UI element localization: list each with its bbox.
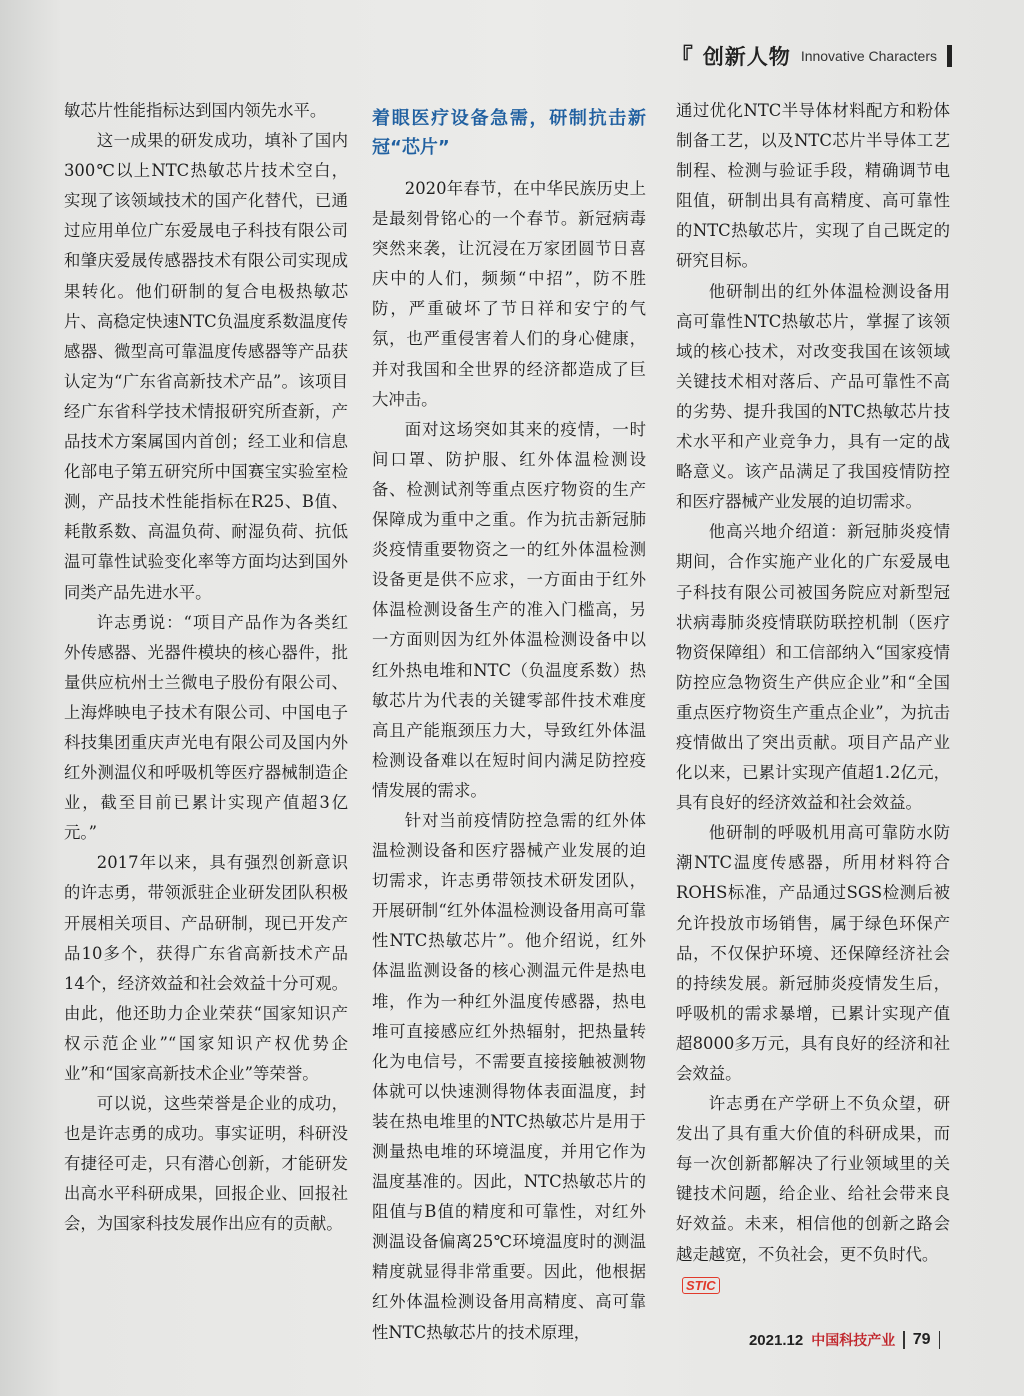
text-column-3 [676, 96, 950, 1300]
magazine-name: 中国科技产业 [811, 1333, 896, 1349]
stic-logo: STIC [682, 1277, 720, 1294]
section-title-en: Innovative Characters [800, 47, 937, 64]
paragraph: 2017年以来，具有强烈创新意识的许志勇，带领派驻企业研发团队积极开展相关项目、产品研制，现已开发产品10多个，获得广东省高新技术产品14个，经济效益和社会效益十分可观。由此，他还助力企业荣获“国家知识产权示范企业”“国家知识产权优势企业”和“国家高新技术企业”等荣誉。 [64, 853, 348, 1083]
paragraph: 可以说，这些荣誉是企业的成功，也是许志勇的成功。事实证明，科研没有捷径可走，只有潜心创新，才能研发出高水平科研成果，回报企业、回报社会，为国家科技发展作出应有的贡献。 [64, 1094, 348, 1234]
footer-separator [903, 1331, 905, 1349]
header-bar [947, 45, 952, 67]
section-title-zh: 创新人物 [702, 44, 791, 69]
issue-date: 2021.12 [748, 1331, 804, 1349]
paragraph: 通过优化NTC半导体材料配方和粉体制备工艺，以及NTC芯片半导体工艺制程、检测与验证手段，精确调节电阻值，研制出具有高精度、高可靠性的NTC热敏芯片，实现了自己既定的研究目标。 [676, 101, 950, 271]
paragraph: 面对这场突如其来的疫情，一时间口罩、防护服、红外体温检测设备、检测试剂等重点医疗物资的生产保障成为重中之重。作为抗击新冠肺炎疫情重要物资之一的红外体温检测设备更是供不应求，一方面由于红外体温检测设备生产的准入门槛高，另一方面则因为红外体温检测设备中以红外热电堆和NTC（负温度系数）热敏芯片为代表的关键零部件技术难度高且产能瓶颈压力大，导致红外体温检测设备难以在短时间内满足防控疫情发展的需求。 [372, 419, 646, 800]
paragraph: 针对当前疫情防控急需的红外体温检测设备和医疗器械产业发展的迫切需求，许志勇带领技术研发团队，开展研制“红外体温检测设备用高可靠性NTC热敏芯片”。他介绍说，红外体温监测设备的核心测温元件是热电堆，作为一种红外温度传感器，热电堆可直接感应红外热辐射，把热量转化为电信号，不需要直接接触被测物体就可以快速测得物体表面温度，封装在热电堆里的NTC热敏芯片是用于测量热电堆的环境温度，并用它作为温度基准的。因此，NTC热敏芯片的阻值与B值的精度和可靠性，对红外测温设备偏离25℃环境温度时的测温精度就显得非常重要。因此，他根据红外体温检测设备用高精度、高可靠性NTC热敏芯片的技术原理， [372, 810, 646, 1342]
section-heading: 着眼医疗设备急需，研制抗击新冠“芯片” [372, 108, 646, 158]
paragraph: 敏芯片性能指标达到国内领先水平。 [64, 101, 327, 120]
page-footer [749, 1330, 940, 1350]
paragraph: 这一成果的研发成功，填补了国内300℃以上NTC热敏芯片技术空白，实现了该领域技术的国产化替代，已通过应用单位广东爱晟电子科技有限公司和肇庆爱晟传感器技术有限公司实现成果转化。他们研制的复合电极热敏芯片、高稳定快速NTC负温度系数温度传感器、微型高可靠温度传感器等产品获认定为“广东省高新技术产品”。该项目经广东省科学技术情报研究所查新，产品技术方案属国内首创；经工业和信息化部电子第五研究所中国赛宝实验室检测，产品技术性能指标在R25、B值、耗散系数、高温负荷、耐湿负荷、抗低温可靠性试验变化率等方面均达到国外同类产品先进水平。 [64, 131, 348, 602]
section-header [671, 40, 952, 71]
paragraph: 他研制出的红外体温检测设备用高可靠性NTC热敏芯片，掌握了该领域的核心技术，对改变我国在该领域关键技术相对落后、产品可靠性不高的劣势、提升我国的NTC热敏芯片技术水平和产业竞争力，具有一定的战略意义。该产品满足了我国疫情防控和医疗器械产业发展的迫切需求。 [676, 281, 950, 512]
paragraph: 他研制的呼吸机用高可靠防水防潮NTC温度传感器，所用材料符合ROHS标准，产品通过SGS检测后被允许投放市场销售，属于绿色环保产品，不仅保护环境、还保障经济社会的持续发展。新冠肺炎疫情发生后，呼吸机的需求暴增，已累计实现产值超8000多万元，具有良好的经济和社会效益。 [676, 823, 950, 1083]
page-number: 79 [912, 1331, 931, 1348]
text-column-1 [64, 96, 348, 1240]
paragraph: 2020年春节，在中华民族历史上是最刻骨铭心的一个春节。新冠病毒突然来袭，让沉浸在万家团圆节日喜庆中的人们，频频“中招”，防不胜防，严重破坏了节日祥和安宁的气氛，也严重侵害着人们的身心健康，并对我国和全世界的经济都造成了巨大冲击。 [372, 179, 646, 409]
paragraph: 许志勇说：“项目产品作为各类红外传感器、光器件模块的核心器件，批量供应杭州士兰微电子股份有限公司、上海烨映电子技术有限公司、中国电子科技集团重庆声光电有限公司及国内外红外测温仪和呼吸机等医疗器械制造企业，截至目前已累计实现产值超3亿元。” [64, 612, 348, 843]
bracket-mark: 『 [670, 45, 693, 70]
footer-separator [939, 1331, 941, 1349]
paragraph: 许志勇在产学研上不负众望，研发出了具有重大价值的科研成果，而每一次创新都解决了行业领域里的关键技术问题，给企业、给社会带来良好效益。未来，相信他的创新之路会越走越宽，不负社会，更不负时代。 [676, 1094, 950, 1264]
text-column-2 [372, 96, 646, 1348]
paragraph: 他高兴地介绍道：新冠肺炎疫情期间，合作实施产业化的广东爱晟电子科技有限公司被国务院应对新型冠状病毒肺炎疫情联防联控机制（医疗物资保障组）和工信部纳入“国家疫情防控应急物资生产供应企业”和“全国重点医疗物资生产重点企业”，为抗击疫情做出了突出贡献。项目产品产业化以来，已累计实现产值超1.2亿元，具有良好的经济效益和社会效益。 [676, 522, 950, 813]
end-mark-line [676, 1270, 950, 1300]
